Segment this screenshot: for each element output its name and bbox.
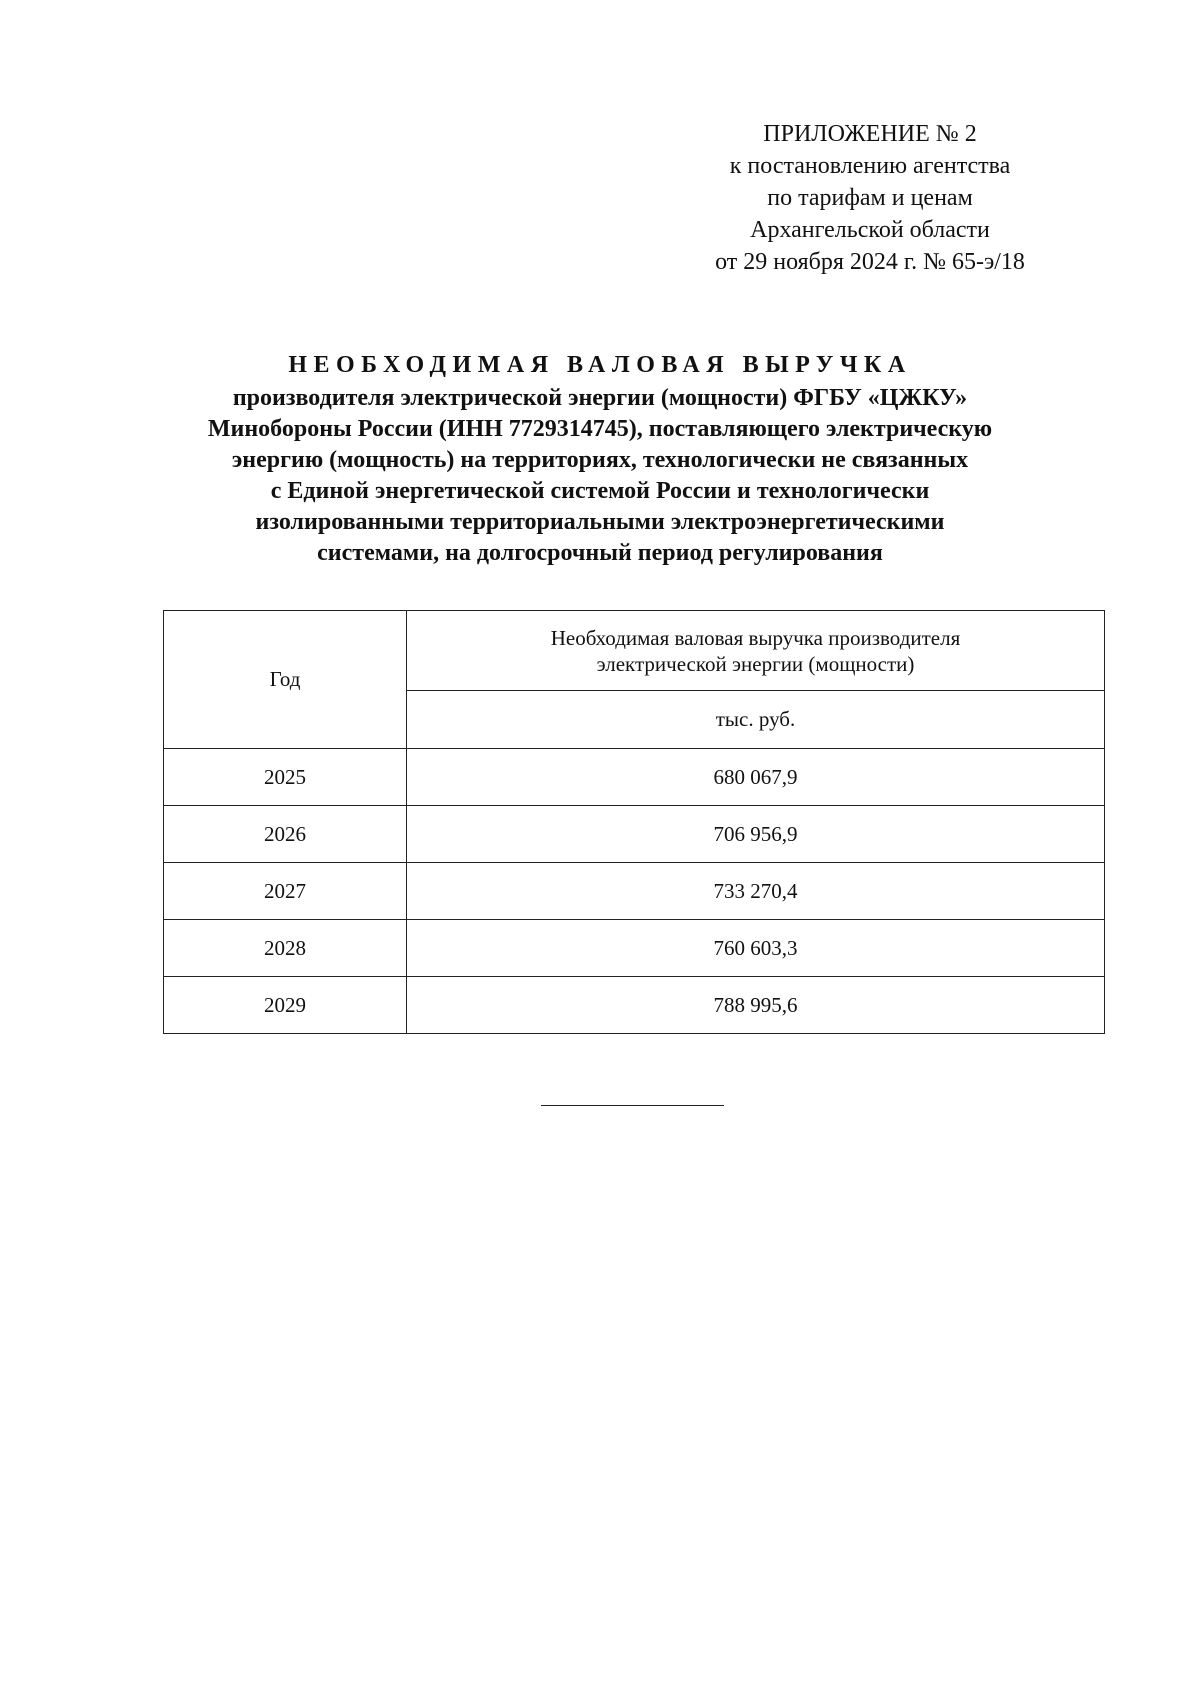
- title-line: энергию (мощность) на территориях, технологически не связанных: [231, 447, 969, 473]
- value-header-line: электрической энергии (мощности): [596, 651, 915, 676]
- appendix-date-number: от 29 ноября 2024 г. № 65-э/18: [715, 249, 1025, 275]
- appendix-line: к постановлению агентства: [729, 153, 1011, 179]
- table-row: [164, 977, 1105, 1034]
- end-rule-divider: [541, 1105, 724, 1106]
- unit-cell: тыс. руб.: [407, 691, 1105, 749]
- appendix-line: Архангельской области: [750, 217, 990, 243]
- value-cell: 733 270,4: [407, 863, 1105, 920]
- appendix-number: ПРИЛОЖЕНИЕ № 2: [763, 121, 977, 147]
- revenue-table: [163, 610, 1105, 1034]
- title-main: НЕОБХОДИМАЯ ВАЛОВАЯ ВЫРУЧКА: [288, 352, 912, 378]
- year-cell: 2029: [164, 977, 407, 1034]
- year-cell: 2027: [164, 863, 407, 920]
- year-cell: 2025: [164, 749, 407, 806]
- value-header-line: Необходимая валовая выручка производителя: [550, 625, 961, 650]
- year-header: Год: [164, 611, 407, 749]
- title-line: производителя электрической энергии (мощности) ФГБУ «ЦЖКУ»: [232, 385, 968, 411]
- appendix-block: [640, 118, 1100, 278]
- title-line: системами, на долгосрочный период регулирования: [317, 540, 883, 566]
- table-header-row: [164, 611, 1105, 691]
- year-cell: 2026: [164, 806, 407, 863]
- value-cell: 680 067,9: [407, 749, 1105, 806]
- value-cell: 706 956,9: [407, 806, 1105, 863]
- title-line: с Единой энергетической системой России и технологически: [270, 478, 930, 504]
- table-row: [164, 863, 1105, 920]
- table-row: [164, 806, 1105, 863]
- table-row: [164, 749, 1105, 806]
- table-row: [164, 920, 1105, 977]
- document-title: [150, 350, 1050, 569]
- appendix-line: по тарифам и ценам: [767, 185, 973, 211]
- title-line: изолированными территориальными электроэнергетическими: [255, 509, 945, 535]
- value-cell: 788 995,6: [407, 977, 1105, 1034]
- value-header: [407, 611, 1105, 691]
- year-cell: 2028: [164, 920, 407, 977]
- title-line: Минобороны России (ИНН 7729314745), поставляющего электрическую: [207, 416, 993, 442]
- value-cell: 760 603,3: [407, 920, 1105, 977]
